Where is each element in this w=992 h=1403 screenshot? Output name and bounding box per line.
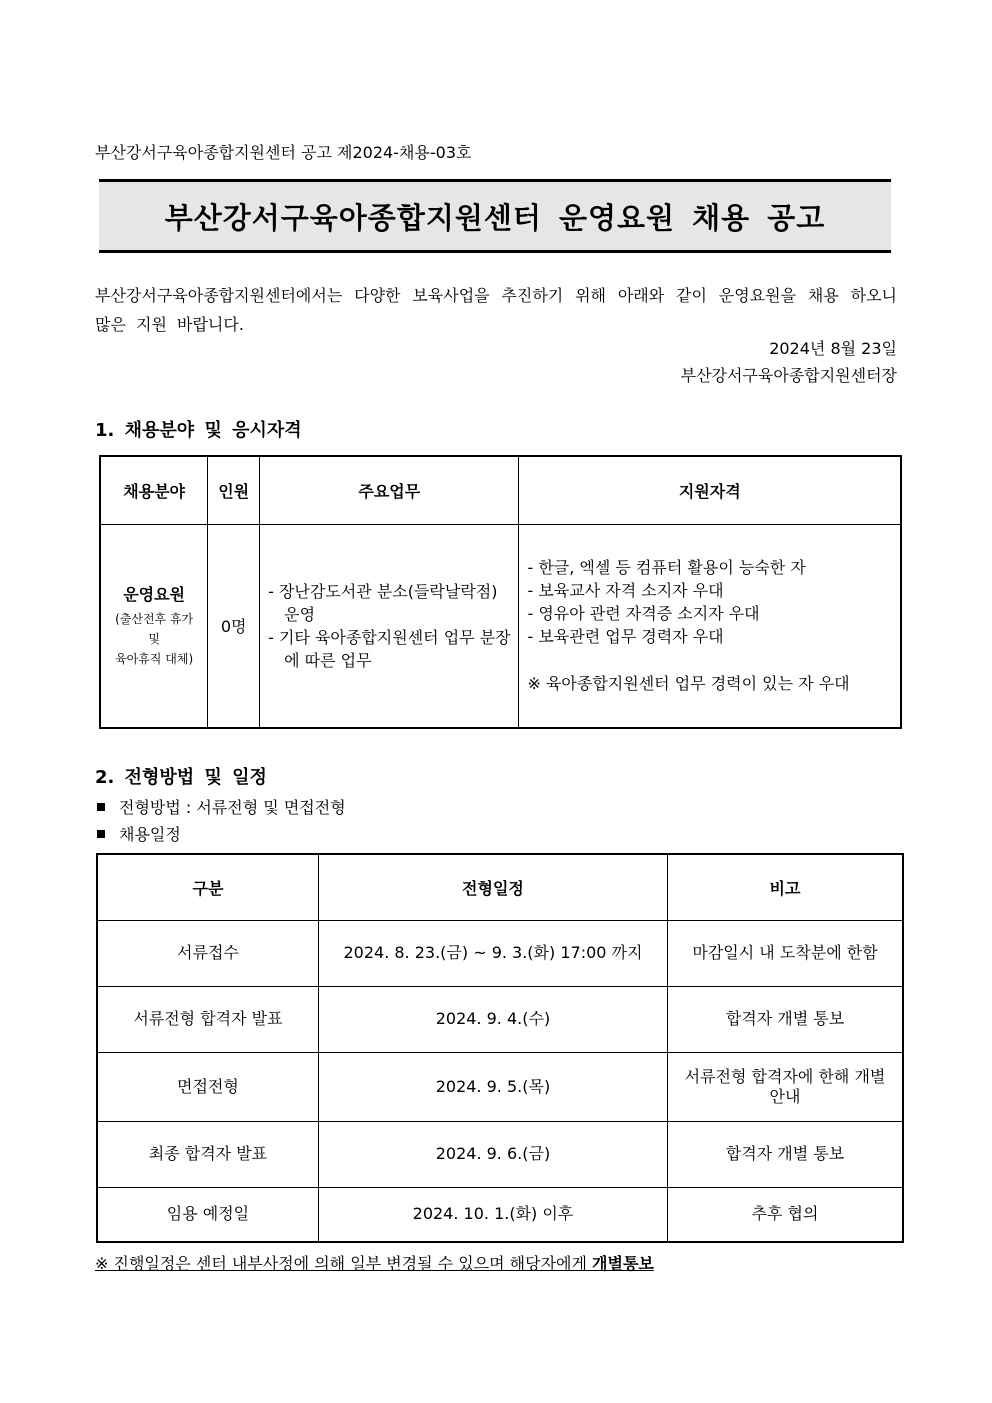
schedule-table bbox=[96, 853, 904, 1243]
role-cell bbox=[100, 524, 208, 728]
date-cell: 2024. 9. 5.(목) bbox=[318, 1052, 667, 1121]
square-bullet-icon bbox=[97, 830, 105, 838]
role-note-1: (출산전후 휴가 bbox=[115, 612, 194, 627]
date-cell: 2024. 10. 1.(화) 이후 bbox=[318, 1187, 667, 1242]
schedule-row bbox=[97, 986, 903, 1052]
role-note-2: 및 bbox=[148, 632, 160, 647]
role-name: 운영요원 bbox=[123, 585, 186, 605]
section-heading-2: 2. 전형방법 및 일정 bbox=[95, 767, 267, 788]
schedule-row bbox=[97, 1187, 903, 1242]
qualification-item: - 한글, 엑셀 등 컴퓨터 활용이 능숙한 자 bbox=[527, 558, 806, 578]
page-title: 부산강서구육아종합지원센터 운영요원 채용 공고 bbox=[164, 200, 826, 235]
position-table-header bbox=[100, 456, 901, 524]
announcement-date: 2024년 8월 23일 bbox=[769, 339, 897, 358]
intro-paragraph: 부산강서구육아종합지원센터에서는 다양한 보육사업을 추진하기 위해 아래와 같이 운영요원을 채용 하오니 많은 지원 바랍니다. bbox=[95, 286, 897, 334]
date-cell: 2024. 8. 23.(금) ~ 9. 3.(화) 17:00 까지 bbox=[318, 920, 667, 986]
signature-line: 부산강서구육아종합지원센터장 bbox=[680, 366, 897, 385]
square-bullet-icon bbox=[97, 803, 105, 811]
stage-cell: 서류전형 합격자 발표 bbox=[97, 986, 318, 1052]
schedule-table-header bbox=[97, 854, 903, 920]
qualification-item: - 보육관련 업무 경력자 우대 bbox=[527, 627, 724, 647]
schedule-bullet bbox=[97, 822, 181, 845]
position-table bbox=[99, 455, 902, 729]
note-cell: 합격자 개별 통보 bbox=[668, 986, 903, 1052]
header-headcount: 인원 bbox=[208, 456, 260, 524]
stage-cell: 서류접수 bbox=[97, 920, 318, 986]
schedule-row bbox=[97, 920, 903, 986]
notice-number: 부산강서구육아종합지원센터 공고 제2024-채용-03호 bbox=[95, 143, 472, 162]
header-qualifications: 지원자격 bbox=[519, 456, 901, 524]
footnote-bold: 개별통보 bbox=[592, 1254, 654, 1273]
duty-item: - 장난감도서관 분소(들락날락점) 운영 bbox=[268, 581, 498, 624]
qualifications-cell bbox=[519, 524, 901, 728]
method-text: 전형방법 : 서류전형 및 면접전형 bbox=[119, 798, 346, 817]
header-schedule: 전형일정 bbox=[318, 854, 667, 920]
note-cell: 추후 협의 bbox=[668, 1187, 903, 1242]
footnote-text: ※ 진행일정은 센터 내부사정에 의해 일부 변경될 수 있으며 해당자에게 bbox=[95, 1254, 593, 1273]
stage-cell: 임용 예정일 bbox=[97, 1187, 318, 1242]
stage-cell: 최종 합격자 발표 bbox=[97, 1121, 318, 1187]
position-row bbox=[100, 524, 901, 728]
note-cell: 마감일시 내 도착분에 한함 bbox=[668, 920, 903, 986]
duty-item: - 기타 육아종합지원센터 업무 분장에 따른 업무 bbox=[268, 627, 511, 670]
schedule-label: 채용일정 bbox=[119, 825, 181, 844]
duties-cell bbox=[260, 524, 519, 728]
stage-cell: 면접전형 bbox=[97, 1052, 318, 1121]
header-remarks: 비고 bbox=[668, 854, 903, 920]
headcount-cell: 0명 bbox=[208, 524, 260, 728]
schedule-row bbox=[97, 1121, 903, 1187]
role-note-3: 육아휴직 대체) bbox=[115, 652, 194, 667]
schedule-row bbox=[97, 1052, 903, 1121]
note-cell: 서류전형 합격자에 한해 개별 안내 bbox=[668, 1052, 903, 1121]
header-duties: 주요업무 bbox=[260, 456, 519, 524]
method-bullet bbox=[97, 795, 346, 818]
date-cell: 2024. 9. 6.(금) bbox=[318, 1121, 667, 1187]
section-heading-1: 1. 채용분야 및 응시자격 bbox=[95, 420, 302, 441]
qualification-note: ※ 육아종합지원센터 업무 경력이 있는 자 우대 bbox=[527, 674, 850, 694]
qualification-item: - 보육교사 자격 소지자 우대 bbox=[527, 581, 724, 601]
header-stage: 구분 bbox=[97, 854, 318, 920]
title-banner bbox=[99, 179, 891, 253]
note-cell: 합격자 개별 통보 bbox=[668, 1121, 903, 1187]
qualification-item: - 영유아 관련 자격증 소지자 우대 bbox=[527, 604, 760, 624]
date-cell: 2024. 9. 4.(수) bbox=[318, 986, 667, 1052]
header-field: 채용분야 bbox=[100, 456, 208, 524]
schedule-footnote bbox=[95, 1251, 654, 1274]
